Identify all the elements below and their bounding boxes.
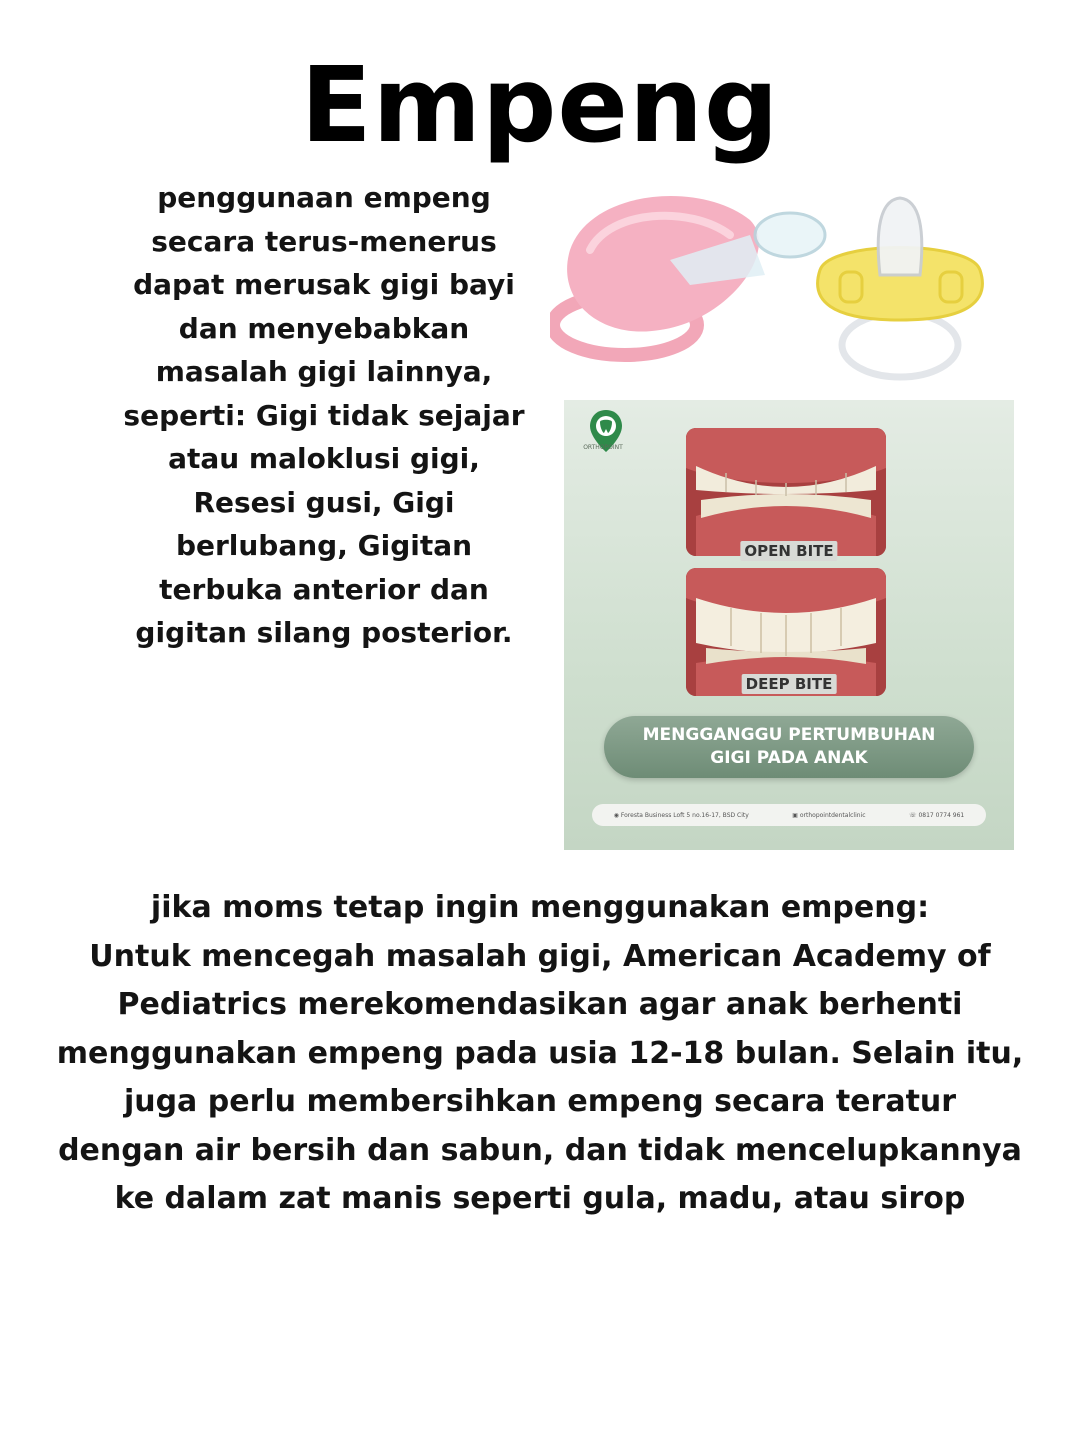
dental-info-card — [564, 400, 1014, 850]
recommendation-paragraph — [40, 884, 1040, 1224]
bottom-line: juga perlu membersihkan empeng secara teratur — [123, 1084, 957, 1119]
pink-pacifier-icon — [553, 196, 825, 355]
footer-address-text: Foresta Business Loft 5 no.16-17, BSD City — [620, 811, 749, 819]
bottom-line: ke dalam zat manis seperti gula, madu, atau sirop — [114, 1181, 966, 1216]
intro-line: Resesi gusi, Gigi — [193, 485, 455, 519]
intro-line: masalah gigi lainnya, — [155, 355, 493, 388]
logo-text: ORTHOPOINT — [583, 444, 623, 451]
intro-line: atau maloklusi gigi, — [168, 442, 480, 475]
intro-line: berlubang, Gigitan — [175, 529, 473, 562]
footer-instagram: ▣ orthopointdentalclinic — [792, 811, 866, 819]
intro-line: dan menyebabkan — [178, 311, 470, 345]
intro-line: gigitan silang posterior. — [135, 616, 513, 649]
open-bite-label: OPEN BITE — [740, 541, 837, 561]
pacifiers-image — [550, 180, 1010, 395]
open-bite-photo — [686, 428, 886, 556]
bottom-line: dengan air bersih dan sabun, dan tidak mencelupkannya — [58, 1132, 1022, 1168]
intro-line: secara terus-menerus — [151, 224, 497, 258]
intro-line: seperti: Gigi tidak sejajar — [123, 398, 525, 432]
banner-line-2: GIGI PADA ANAK — [710, 748, 868, 768]
page-title: Empeng — [300, 44, 780, 166]
yellow-pacifier-icon — [818, 198, 983, 377]
footer-address: ◉ Foresta Business Loft 5 no.16-17, BSD City — [613, 811, 749, 819]
bottom-line: menggunakan empeng pada usia 12-18 bulan. Selain itu, — [56, 1035, 1024, 1071]
footer-phone-text: 0817 0774 961 — [918, 811, 965, 819]
bottom-line: Pediatrics merekomendasikan agar anak berhenti — [117, 987, 963, 1022]
intro-line: penggunaan empeng — [157, 181, 491, 214]
warning-banner — [604, 716, 974, 778]
card-footer — [592, 804, 986, 826]
banner-line-1: MENGGANGGU PERTUMBUHAN — [642, 725, 936, 745]
deep-bite-label: DEEP BITE — [742, 674, 837, 694]
bottom-line: jika moms tetap ingin menggunakan empeng: — [150, 890, 930, 925]
footer-phone: ☏ 0817 0774 961 — [909, 811, 965, 819]
intro-line: dapat merusak gigi bayi — [133, 268, 515, 301]
intro-paragraph — [98, 176, 550, 655]
bottom-line: Untuk mencegah masalah gigi, American Academy of — [89, 938, 991, 974]
footer-instagram-text: orthopointdentalclinic — [799, 811, 866, 819]
intro-line: terbuka anterior dan — [159, 572, 489, 606]
open-bite-teeth-icon — [686, 428, 886, 556]
